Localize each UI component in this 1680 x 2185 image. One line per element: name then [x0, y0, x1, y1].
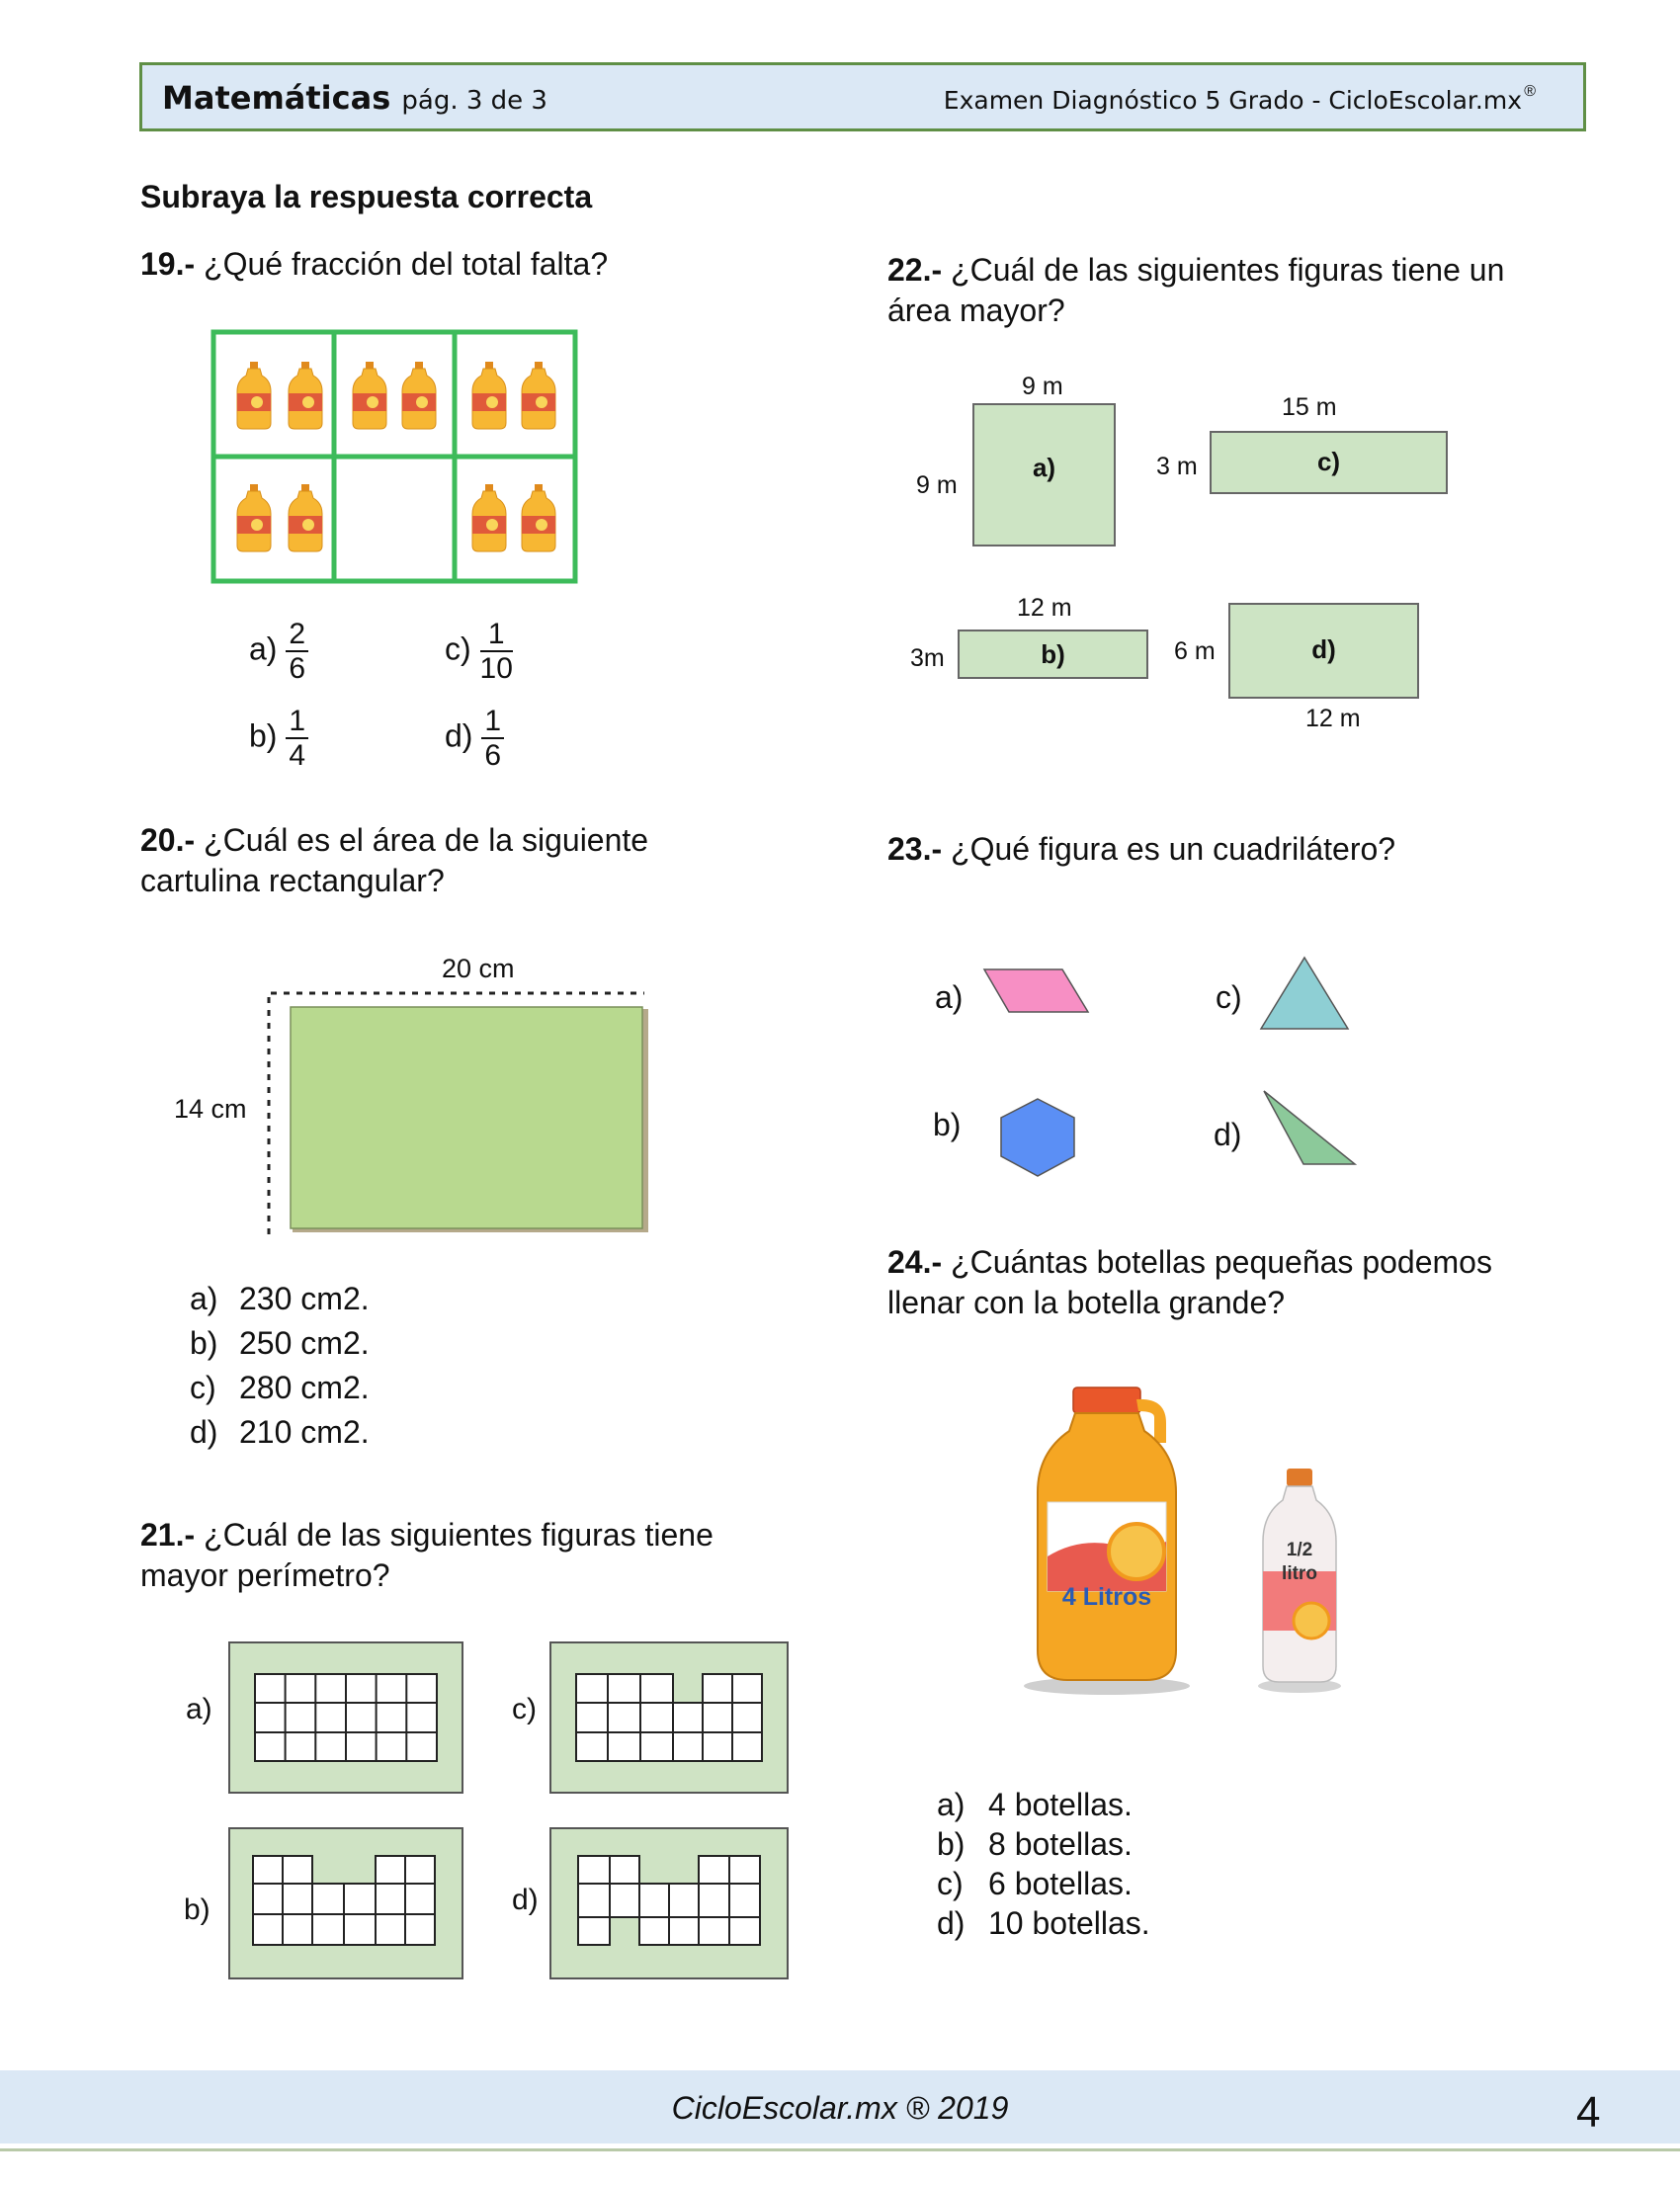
q22-shape-d[interactable]: d) — [1228, 603, 1419, 699]
q24-bottles-illustration — [1018, 1384, 1354, 1700]
q22-shape-a[interactable]: a) — [972, 403, 1116, 546]
q22-shape-b[interactable]: b) — [958, 630, 1148, 679]
q19-bottle-grid — [210, 328, 579, 585]
q22-a-top-label: 9 m — [1022, 373, 1063, 400]
q24-small-bottle-label-2: litro — [1282, 1563, 1317, 1584]
q23-label-b[interactable]: b) — [933, 1107, 962, 1142]
q21-question: 21.- ¿Cuál de las siguientes figuras tiene mayor perímetro? — [140, 1517, 714, 1593]
q21-label-c[interactable]: c) — [512, 1693, 537, 1725]
q24-options — [937, 1785, 1150, 1943]
q19-option-a[interactable]: a) $\frac{2}{6}$ — [249, 618, 308, 685]
q21-figure-d — [548, 1826, 790, 1980]
q21-label-b[interactable]: b) — [184, 1893, 210, 1926]
q21-label-a[interactable]: a) — [186, 1693, 212, 1725]
q21-figure-a — [227, 1640, 464, 1795]
instruction: Subraya la respuesta correcta — [140, 179, 593, 214]
q20-options — [190, 1277, 370, 1455]
q19-option-d[interactable]: d) $\frac{1}{6}$ — [445, 705, 504, 772]
q24-big-bottle-label: 4 Litros — [1061, 1583, 1152, 1611]
q24-question: 24.- ¿Cuántas botellas pequeñas podemos llenar con la botella grande? — [887, 1244, 1492, 1320]
q24-option-b[interactable]: b) 8 botellas. — [937, 1826, 1133, 1862]
registered-mark: ® — [1524, 83, 1536, 100]
footer-text: CicloEscolar.mx ® 2019 — [671, 2090, 1009, 2126]
q23-triangle-shape — [1257, 955, 1352, 1032]
q24-option-c[interactable]: c) 6 botellas. — [937, 1866, 1133, 1901]
q23-right-triangle-shape — [1260, 1087, 1359, 1168]
page-header — [139, 62, 1586, 131]
q22-question: 22.- ¿Cuál de las siguientes figuras tiene un área mayor? — [887, 252, 1505, 328]
q22-b-top-label: 12 m — [1017, 594, 1072, 622]
q23-hexagon-shape — [997, 1096, 1078, 1179]
q19-question: 19.- ¿Qué fracción del total falta? — [140, 246, 609, 282]
q22-shape-c[interactable]: c) — [1210, 431, 1448, 494]
q19-option-b[interactable]: b) $\frac{1}{4}$ — [249, 705, 308, 772]
page-number: 4 — [1576, 2088, 1601, 2137]
q21-figure-b — [227, 1826, 464, 1980]
q20-rectangle-figure — [257, 983, 652, 1240]
q20-option-a[interactable]: a) 230 cm2. — [190, 1281, 370, 1316]
q22-c-top-label: 15 m — [1282, 393, 1337, 421]
page-indicator: pág. 3 de 3 — [401, 86, 547, 116]
q20-width-label: 20 cm — [442, 954, 515, 983]
q22-d-side-label: 6 m — [1174, 637, 1216, 665]
q22-a-side-label: 9 m — [916, 471, 958, 499]
q21-label-d[interactable]: d) — [512, 1884, 539, 1916]
exam-title: Examen Diagnóstico 5 Grado - CicloEscolar.mx — [943, 86, 1522, 115]
q23-question: 23.- ¿Qué figura es un cuadrilátero? — [887, 831, 1396, 867]
q22-b-side-label: 3m — [910, 644, 945, 672]
q23-label-c[interactable]: c) — [1216, 979, 1242, 1015]
q20-option-b[interactable]: b) 250 cm2. — [190, 1325, 370, 1361]
q24-option-a[interactable]: a) 4 botellas. — [937, 1787, 1133, 1822]
q21-figure-c — [548, 1640, 790, 1795]
q22-c-side-label: 3 m — [1156, 453, 1198, 480]
page-footer — [0, 2070, 1680, 2143]
q20-option-c[interactable]: c) 280 cm2. — [190, 1370, 370, 1405]
q24-option-d[interactable]: d) 10 botellas. — [937, 1905, 1150, 1941]
q23-label-d[interactable]: d) — [1214, 1117, 1242, 1152]
footer-divider — [0, 2148, 1680, 2151]
q24-small-bottle-label-1: 1/2 — [1286, 1540, 1313, 1560]
q19-option-c[interactable]: c) $\frac{1}{10}$ — [445, 618, 513, 685]
q20-height-label: 14 cm — [174, 1094, 247, 1124]
q20-question: 20.- ¿Cuál es el área de la siguiente cartulina rectangular? — [140, 822, 649, 898]
subject-title: Matemáticas pág. 3 de 3 — [162, 79, 547, 117]
q22-d-bottom-label: 12 m — [1305, 705, 1361, 732]
q23-parallelogram-shape — [981, 966, 1092, 1016]
q20-option-d[interactable]: d) 210 cm2. — [190, 1414, 370, 1450]
q23-label-a[interactable]: a) — [935, 979, 964, 1015]
